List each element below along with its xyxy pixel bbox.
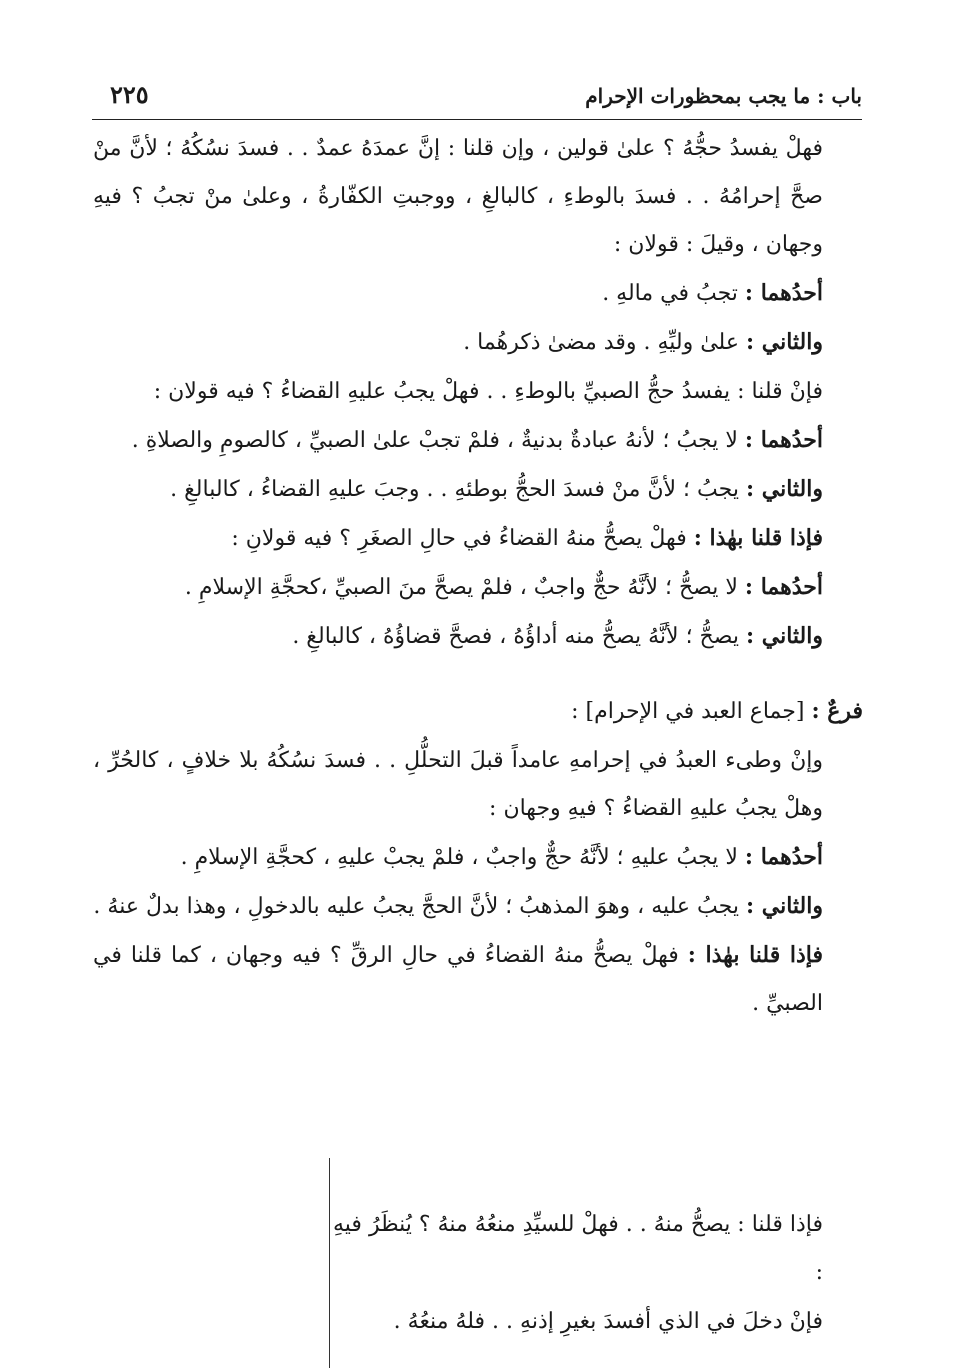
paragraph: والثاني : علىٰ وليِّهِ . وقد مضىٰ ذكرهُما . bbox=[463, 329, 823, 355]
paragraph: أحدُهما : لا يجبُ ؛ لأنهُ عبادةٌ بدنيةٌ ، فلمْ تجبْ علىٰ الصبيِّ ، كالصومِ والصلاةِ . bbox=[131, 427, 823, 453]
page-header bbox=[92, 78, 862, 114]
paragraph: فإذا قلنا بهٰذا : فهلْ يصحُّ منهُ القضاءُ في حالِ الصغَرِ ؟ فيه قولانِ : bbox=[231, 525, 823, 551]
paragraph: وإنْ وطىء العبدُ في إحرامهِ عامداً قبلَ التحلُّلِ . . فسدَ نسُكُهُ بلا خلافٍ ، كالحُرِّ ، وهلْ يجبُ عليهِ القضاءُ ؟ فيهِ وجهان : bbox=[93, 748, 823, 821]
paragraph: أحدُهما : تجبُ في مالهِ . bbox=[602, 280, 823, 306]
section-heading bbox=[93, 687, 863, 736]
paragraph: فإنْ قلنا : يفسدُ حجُّ الصبيِّ بالوطءِ . . فهلْ يجبُ عليهِ القضاءُ ؟ فيه قولان : bbox=[153, 379, 823, 404]
section-spacer bbox=[93, 661, 863, 687]
paragraph: أحدُهما : لا يجبُ عليهِ ؛ لأنَّهُ حجٌّ واجبٌ ، فلمْ يجبْ عليهِ ، كحجَّةِ الإسلامِ . bbox=[180, 844, 823, 870]
paragraph: فهلْ يفسدُ حجُّهُ ؟ علىٰ قولين ، وإن قلنا : إنَّ عمدَهُ عمدٌ . . فسدَ نسُكُهُ ؛ لأنَّ منْ صحَّ إحرامُهُ . . فسدَ بالوطءِ ، كالبالغِ ، ووجبتِ الكفّارةُ ، وعلىٰ منْ تجبُ ؟ فيهِ وجهان ، وقيلَ : قولان : bbox=[93, 136, 823, 257]
scan-margin-line bbox=[329, 1158, 330, 1368]
page-number: ٢٢٥ bbox=[110, 80, 149, 109]
paragraph: فإنْ دخلَ في الذي أفسدَ بغيرِ إذنهِ . . فلهُ منعُهُ . bbox=[393, 1309, 823, 1334]
section-label: فرعٌ : bbox=[811, 698, 863, 724]
paragraph: والثاني : يصحُّ ؛ لأنَّهُ يصحُّ منه أداؤُهُ ، فصحَّ قضاؤُهُ ، كالبالغِ . bbox=[292, 623, 823, 649]
paragraph: والثاني : يجبُ عليه ، وهوَ المذهبُ ؛ لأنَّ الحجَّ يجبُ عليه بالدخولِ ، وهذا بدلٌ عنهُ . bbox=[93, 893, 823, 919]
chapter-title: باب : ما يجب بمحظورات الإحرام bbox=[585, 84, 862, 108]
header-rule bbox=[92, 119, 862, 120]
page-body-continued bbox=[333, 1200, 863, 1346]
paragraph: والثاني : يجبُ ؛ لأنَّ منْ فسدَ الحجُّ بوطئهِ . . وجبَ عليهِ القضاءُ ، كالبالغِ . bbox=[170, 476, 823, 502]
page-body bbox=[93, 124, 863, 1028]
paragraph: فإذا قلنا : يصحُّ منهُ . . فهلْ للسيِّدِ منعُهُ منهُ ؟ يُنظَرُ فيهِ : bbox=[333, 1212, 823, 1285]
paragraph: أحدُهما : لا يصحُّ ؛ لأنَّهُ حجٌّ واجبٌ ، فلمْ يصحَّ منَ الصبيِّ ،كحجَّةِ الإسلامِ . bbox=[184, 574, 823, 600]
paragraph: فإذا قلنا بهٰذا : فهلْ يصحُّ منهُ القضاءُ في حالِ الرقِّ ؟ فيه وجهان ، كما قلنا في الصبيِّ . bbox=[93, 942, 824, 1016]
section-title: [جماع العبد في الإحرام] : bbox=[571, 699, 812, 724]
